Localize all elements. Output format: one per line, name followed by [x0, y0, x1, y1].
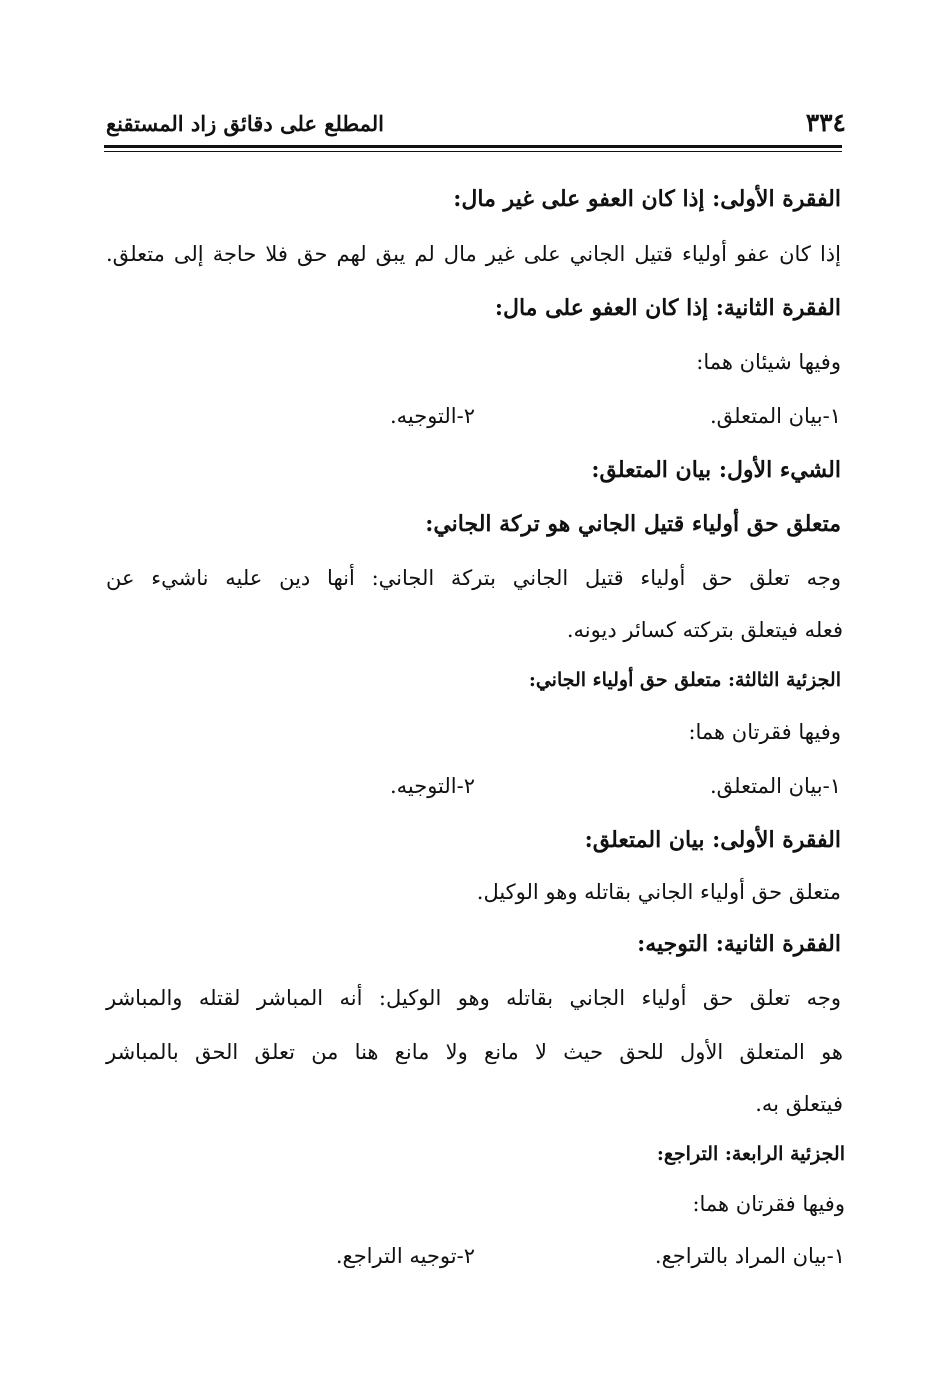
list-item-2: ٢-التوجيه. — [389, 404, 475, 428]
heading-paragraph-2: الفقرة الثانية: التوجيه: — [637, 931, 841, 957]
header-rule-thin — [104, 151, 842, 152]
running-header-title: المطلع على دقائق زاد المستقنع — [106, 111, 385, 136]
list-item-1: ١-بيان المتعلق. — [709, 404, 841, 428]
heading-paragraph-1: الفقرة الأولى: إذا كان العفو على غير مال: — [453, 186, 841, 212]
heading-paragraph-2: الفقرة الثانية: إذا كان العفو على مال: — [494, 295, 841, 321]
page-number: ٣٣٤ — [805, 108, 846, 137]
body-line: وفيها شيئان هما: — [696, 350, 841, 374]
list-item-1: ١-بيان المتعلق. — [709, 774, 841, 798]
body-line: هو المتعلق الأول للحق حيث لا مانع ولا مانع هنا من تعلق الحق بالمباشر — [106, 1040, 843, 1064]
body-line: وجه تعلق حق أولياء الجاني بقاتله وهو الوكيل: أنه المباشر لقتله والمباشر — [106, 986, 841, 1010]
list-item-2: ٢-توجيه التراجع. — [335, 1244, 475, 1268]
heading-statement: متعلق حق أولياء قتيل الجاني هو تركة الجاني: — [425, 511, 841, 537]
body-line: متعلق حق أولياء الجاني بقاتله وهو الوكيل. — [476, 880, 841, 904]
body-line: وجه تعلق حق أولياء قتيل الجاني بتركة الجاني: أنها دين عليه ناشيء عن — [106, 566, 841, 590]
list-item-1: ١-بيان المراد بالتراجع. — [654, 1244, 845, 1268]
body-line: وفيها فقرتان هما: — [688, 720, 841, 744]
body-line: فعله فيتعلق بتركته كسائر ديونه. — [566, 618, 843, 642]
body-line: إذا كان عفو أولياء قتيل الجاني على غير مال لم يبق لهم حق فلا حاجة إلى متعلق. — [106, 242, 841, 266]
heading-paragraph-1: الفقرة الأولى: بيان المتعلق: — [584, 827, 841, 853]
heading-section-3: الجزئية الثالثة: متعلق حق أولياء الجاني: — [528, 669, 841, 691]
body-line: فيتعلق به. — [755, 1092, 843, 1116]
body-line: وفيها فقرتان هما: — [692, 1192, 845, 1216]
heading-section-4: الجزئية الرابعة: التراجع: — [656, 1143, 845, 1165]
header-rule-thick — [104, 145, 842, 148]
list-item-2: ٢-التوجيه. — [389, 774, 475, 798]
heading-first-thing: الشيء الأول: بيان المتعلق: — [591, 457, 841, 483]
